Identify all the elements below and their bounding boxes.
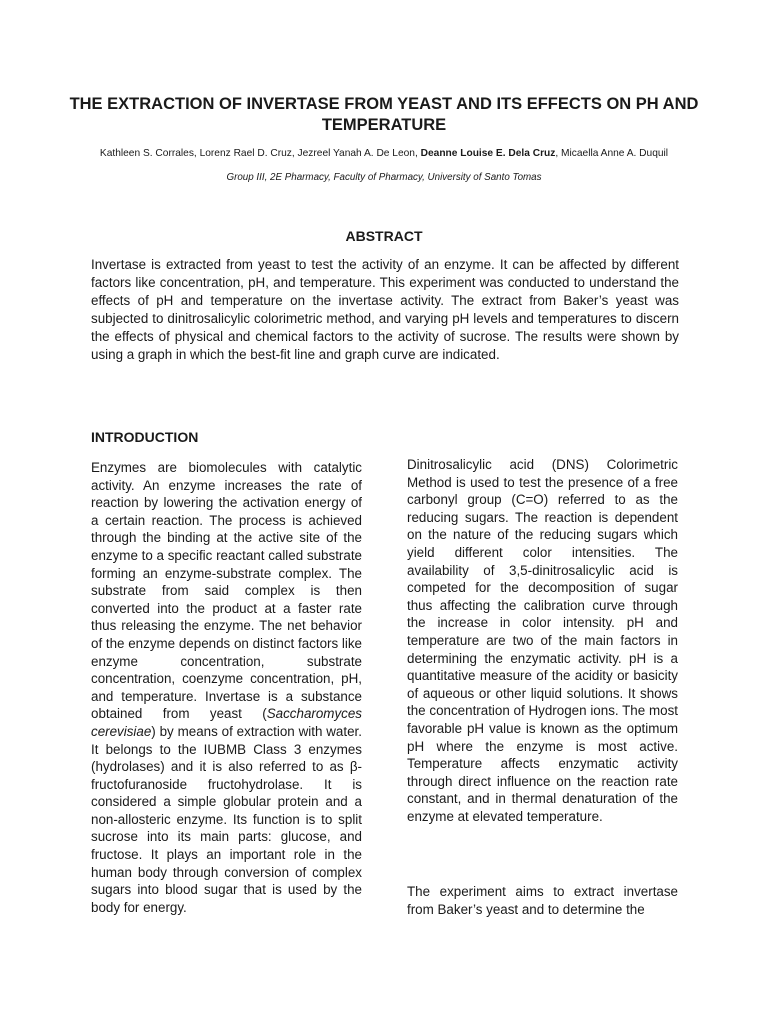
abstract-heading: ABSTRACT [345, 228, 423, 244]
introduction-left-column [91, 459, 362, 916]
introduction-heading: INTRODUCTION [91, 429, 199, 445]
paper-title: THE EXTRACTION OF INVERTASE FROM YEAST AND ITS EFFECTS ON PH AND TEMPERATURE [69, 95, 699, 134]
intro-left-part1: Enzymes are biomolecules with catalytic activity. An enzyme increases the rate of reaction by lowering the activation energy of a certain reaction. The process is achieved through the binding at the active site of the enzyme to a specific reactant called substrate forming an enzyme-substrate complex. The substrate from said complex is then converted into the product at a faster rate thus releasing the enzyme. The net behavior of the enzyme depends on distinct factors like enzyme concentration, substrate concentration, coenzyme concentration, pH, and temperature. Invertase is a substance obtained from yeast ( [91, 460, 362, 722]
introduction-right-paragraph-2: The experiment aims to extract invertase from Baker’s yeast and to determine the [407, 884, 678, 917]
introduction-right-paragraph-1: Dinitrosalicylic acid (DNS) Colorimetric Method is used to test the presence of a free carbonyl group (C=O) referred to as the reducing sugars. The reaction is dependent on the nature of the reducing sugars which yield different color intensities. The availability of 3,5-dinitrosalicylic acid is competed for the decomposition of sugar thus affecting the calibration curve through the increase in color intensity. pH and temperature are two of the main factors in determining the enzymatic activity. pH is a quantitative measure of the acidity or basicity of aqueous or other liquid solutions. It shows the concentration of Hydrogen ions. The most favorable pH value is known as the optimum pH where the enzyme is most active. Temperature affects enzymatic activity through direct influence on the reaction rate constant, and in thermal denaturation of the enzyme at elevated temperature. [407, 457, 678, 824]
species-name: Saccharomyces cerevisiae [91, 706, 362, 739]
authors-after: , Micaella Anne A. Duquil [555, 148, 669, 159]
affiliation: Group III, 2E Pharmacy, Faculty of Pharmacy, University of Santo Tomas [226, 172, 542, 183]
author-list [60, 147, 708, 161]
highlighted-author: Deanne Louise E. Dela Cruz [420, 148, 556, 159]
intro-left-part2: ) by means of extraction with water. It belongs to the IUBMB Class 3 enzymes (hydrolases) and it is also referred to as β-fructofuranoside fructohydrolase. It is considered a simple globular protein and a non-allosteric enzyme. Its function is to split sucrose into its main parts: glucose, and fructose. It plays an important role in the human body through conversion of complex sugars into blood sugar that is used by the body for energy. [91, 723, 362, 915]
authors-before: Kathleen S. Corrales, Lorenz Rael D. Cruz, Jezreel Yanah A. De Leon, [99, 148, 421, 159]
abstract-text: Invertase is extracted from yeast to test the activity of an enzyme. It can be affected by different factors like concentration, pH, and temperature. This experiment was conducted to understand the effects of pH and temperature on the invertase activity. The extract from Baker’s yeast was subjected to dinitrosalicylic colorimetric method, and varying pH levels and temperatures to discern the effects of physical and chemical factors to the activity of sucrose. The results were shown by using a graph in which the best-fit line and graph curve are indicated. [91, 257, 679, 362]
